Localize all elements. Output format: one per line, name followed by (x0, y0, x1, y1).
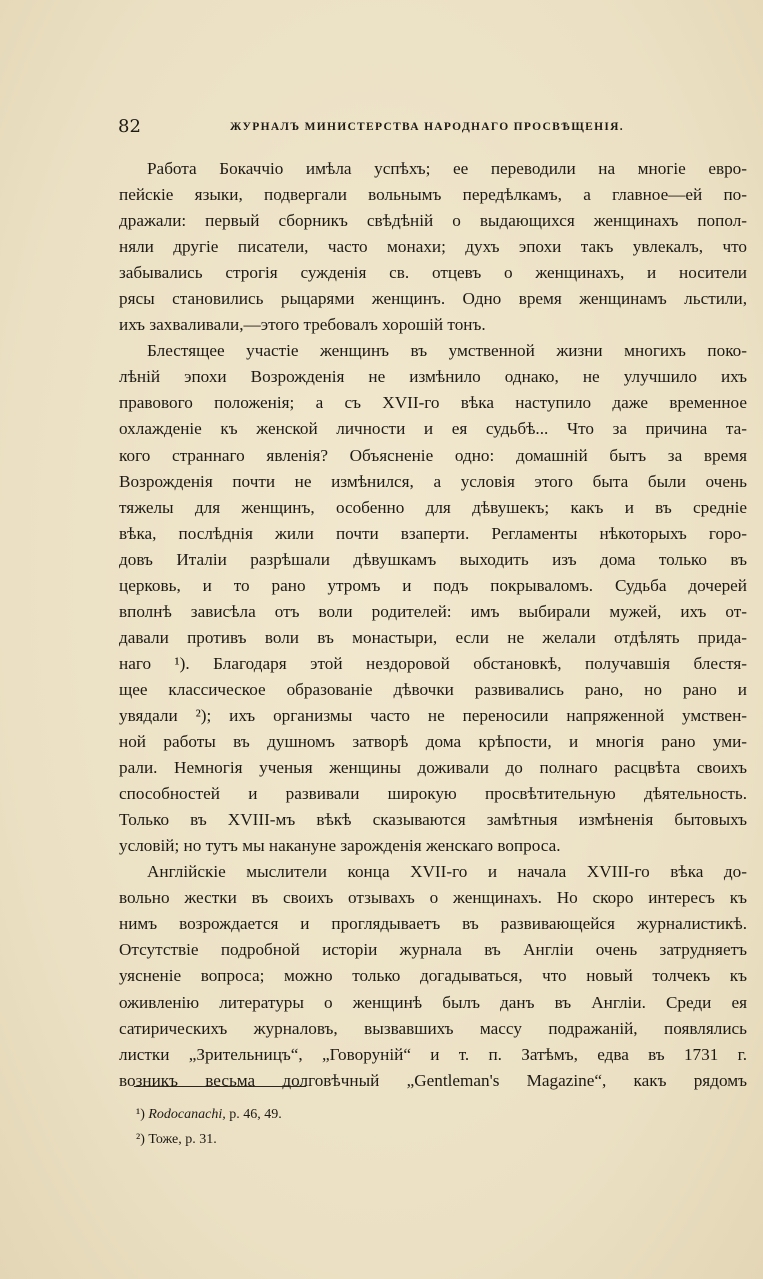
footnote-marker: ²) (136, 1132, 145, 1147)
text-line: давали противъ воли въ монастыри, если не желали отдѣлять прида- (119, 627, 747, 647)
text-line: церковь, и то рано утромъ и подъ покрываломъ. Судьба дочерей (119, 575, 747, 595)
footnote-reference: Тоже, p. 31. (148, 1132, 217, 1147)
text-line: вольно жестки въ своихъ отзывахъ о женщинахъ. Но скоро интересъ къ (119, 888, 747, 908)
footnotes (136, 1102, 536, 1152)
text-line: сатирическихъ журналовъ, вызвавшихъ массу подражаній, появлялись (119, 1018, 747, 1038)
text-line: рали. Немногія ученыя женщины доживали до полнаго расцвѣта своихъ (119, 758, 747, 778)
footnote-marker: ¹) (136, 1107, 145, 1122)
footnote-reference: p. 46, 49. (229, 1107, 282, 1122)
text-line: забывались строгія сужденія св. отцевъ о женщинахъ, и носители (119, 263, 747, 283)
text-line: нимъ возрождается и проглядываетъ въ развивающейся журналистикѣ. (119, 914, 747, 934)
text-line: довъ Италіи разрѣшали дѣвушкамъ выходить изъ дома только въ (119, 549, 747, 569)
text-line: кого страннаго явленія? Объясненіе одно: домашній бытъ за время (119, 445, 747, 465)
text-line: ной работы въ душномъ затворѣ дома крѣпости, и многія рано уми- (119, 732, 747, 752)
text-line: Работа Бокаччіо имѣла успѣхъ; ее переводили на многіе евро- (147, 159, 747, 178)
paragraph-3 (119, 859, 747, 1093)
footnote-2 (136, 1127, 536, 1152)
text-line: вполнѣ зависѣла отъ воли родителей: имъ выбирали мужей, ихъ от- (119, 601, 747, 621)
text-line: Отсутствіе подробной исторіи журнала въ Англіи очень затрудняетъ (119, 940, 747, 960)
text-line: Возрожденія почти не измѣнился, а условія этого быта были очень (119, 471, 747, 491)
paragraph-2 (119, 338, 747, 859)
text-line: тяжелы для женщинъ, особенно для дѣвушекъ; какъ и въ средніе (119, 497, 747, 517)
page-number: 82 (118, 116, 141, 137)
text-line: щее классическое образованіе дѣвочки развивались рано, но рано и (119, 679, 747, 699)
page-header (118, 116, 648, 140)
text-line: возникъ весьма долговѣчный „Gentleman's Magazine“, какъ рядомъ (119, 1070, 747, 1090)
footnote-divider (134, 1086, 306, 1087)
text-line: Только въ XVIII-мъ вѣкѣ сказываются замѣтныя измѣненія бытовыхъ (119, 810, 747, 830)
text-line: условій; но тутъ мы накануне зарожденія женскаго вопроса. (119, 836, 561, 856)
text-line: правового положенія; а съ XVII-го вѣка наступило даже временное (119, 393, 747, 413)
text-line: наго ¹). Благодаря этой нездоровой обстановкѣ, получавшія блестя- (119, 653, 747, 673)
text-line: дражали: первый сборникъ свѣдѣній о выдающихся женщинахъ попол- (119, 211, 747, 231)
paragraph-1 (119, 156, 747, 338)
text-line: увядали ²); ихъ организмы часто не переносили напряженной умствен- (119, 705, 747, 725)
text-line: уясненіе вопроса; можно только догадываться, что новый толчекъ къ (119, 966, 747, 986)
text-line: рясы становились рыцарями женщинъ. Одно время женщинамъ льстили, (119, 289, 747, 309)
text-line: листки „Зрительницъ“, „Говоруній“ и т. п. Затѣмъ, едва въ 1731 г. (119, 1044, 747, 1064)
text-line: няли другіе писатели, часто монахи; духъ эпохи такъ увлекалъ, что (119, 237, 747, 257)
text-line: пейскіе языки, подвергали вольнымъ передѣлкамъ, а главное—ей по- (119, 185, 747, 205)
text-line: охлажденіе къ женской личности и ея судьбѣ... Что за причина та- (119, 419, 747, 439)
text-line: вѣка, послѣднія жили почти взаперти. Регламенты нѣкоторыхъ горо- (119, 523, 747, 543)
footnote-author: Rodocanachi, (148, 1107, 226, 1122)
text-line: способностей и развивали широкую просвѣтительную дѣятельность. (119, 784, 747, 804)
text-line: оживленію литературы о женщинѣ былъ данъ въ Англіи. Среди ея (119, 992, 747, 1012)
text-line: ихъ захваливали,—этого требовалъ хорошій тонъ. (119, 315, 486, 335)
text-line: лѣній эпохи Возрожденія не измѣнило однако, не улучшило ихъ (119, 367, 747, 387)
text-line: Англійскіе мыслители конца XVII-го и начала XVIII-го вѣка до- (147, 862, 747, 882)
text-line: Блестящее участіе женщинъ въ умственной жизни многихъ поко- (147, 341, 747, 361)
footnote-1 (136, 1102, 536, 1127)
body-text (119, 156, 747, 1094)
running-head: ЖУРНАЛЪ МИНИСТЕРСТВА НАРОДНАГО ПРОСВѢЩЕНІЯ. (230, 121, 624, 133)
